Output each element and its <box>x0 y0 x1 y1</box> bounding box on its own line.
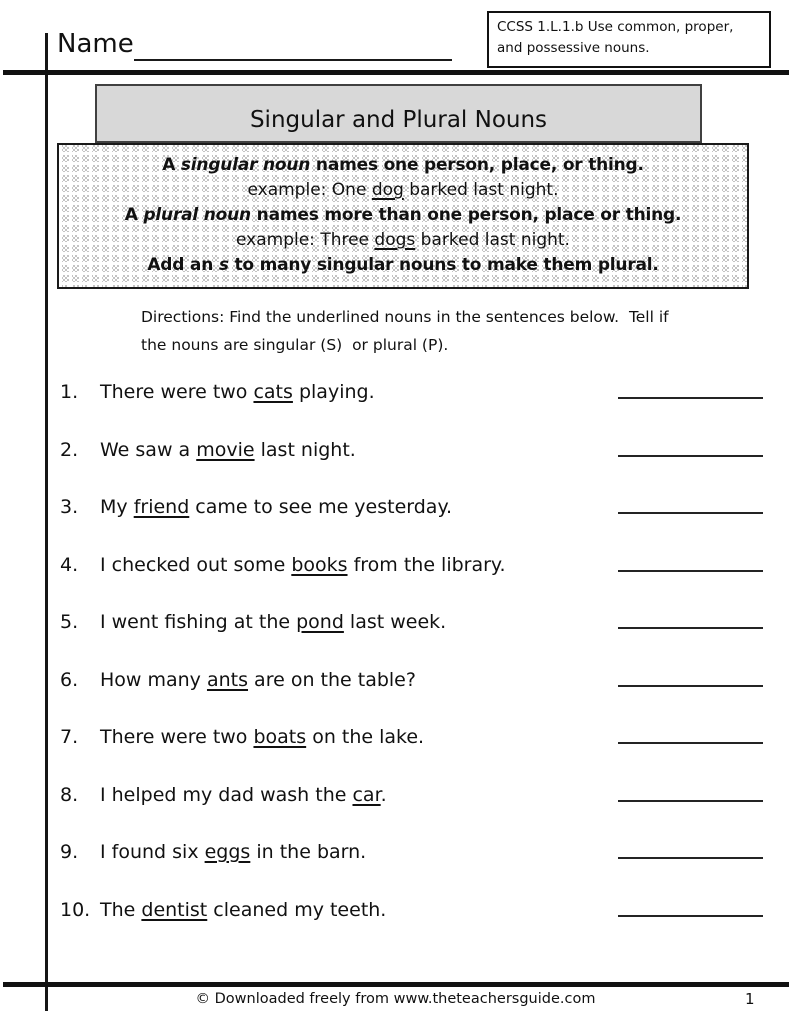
example-line-plural: example: Three dogs barked last night. <box>236 230 570 250</box>
example-line-singular: example: One dog barked last night. <box>247 180 559 200</box>
definition-line-plural: A plural noun names more than one person, place or thing. <box>124 205 682 225</box>
ccss-standard-text: CCSS 1.L.1.b Use common, proper, and possessive nouns. <box>497 19 734 56</box>
underlined-noun: pond <box>296 611 344 633</box>
underlined-noun: eggs <box>204 841 251 863</box>
sentence-row <box>0 898 791 956</box>
sentence-row <box>0 725 791 783</box>
answer-blank[interactable] <box>618 725 763 744</box>
sentence-text: There were two cats playing. <box>100 381 375 403</box>
definition-line-singular: A singular noun names one person, place, or thing. <box>162 155 644 175</box>
answer-blank[interactable] <box>618 438 763 457</box>
sentence-number: 5. <box>60 611 79 633</box>
sentence-row <box>0 840 791 898</box>
answer-blank[interactable] <box>618 898 763 917</box>
answer-blank[interactable] <box>618 840 763 859</box>
sentence-row <box>0 668 791 726</box>
sentence-text: I checked out some books from the library. <box>100 553 506 576</box>
sentence-row <box>0 380 791 438</box>
sentence-number: 4. <box>60 553 79 576</box>
sentence-text: We saw a movie last night. <box>100 438 356 461</box>
sentence-text: My friend came to see me yesterday. <box>100 496 453 518</box>
name-row <box>57 27 452 61</box>
ccss-standard-box <box>487 11 771 68</box>
underlined-noun: boats <box>253 726 307 748</box>
answer-blank[interactable] <box>618 553 763 572</box>
underlined-noun: dentist <box>141 898 208 921</box>
sentence-row <box>0 495 791 553</box>
underlined-noun: movie <box>196 438 255 461</box>
footer-credit: © Downloaded freely from www.theteachersguide.com <box>195 991 596 1007</box>
name-blank-line[interactable] <box>134 29 452 61</box>
footer-divider <box>3 982 789 987</box>
header-divider <box>3 70 789 75</box>
term-singular-noun: singular noun <box>180 155 311 175</box>
sentence-number: 8. <box>60 783 79 806</box>
underlined-noun: car <box>352 783 381 806</box>
page-number: 1 <box>745 990 755 1008</box>
example-word-dogs: dogs <box>374 230 416 250</box>
page-title: Singular and Plural Nouns <box>249 107 548 133</box>
answer-blank[interactable] <box>618 783 763 802</box>
sentence-text: How many ants are on the table? <box>100 668 416 691</box>
name-label: Name <box>57 29 134 59</box>
directions-text: Directions: Find the underlined nouns in the sentences below. Tell if the nouns are singular (S) or plural (P). <box>141 308 674 354</box>
example-word-dog: dog <box>371 180 404 200</box>
sentence-row <box>0 553 791 611</box>
sentence-text: The dentist cleaned my teeth. <box>100 898 387 921</box>
term-plural-noun: plural noun <box>143 205 251 225</box>
answer-blank[interactable] <box>618 495 763 514</box>
sentence-text: There were two boats on the lake. <box>100 726 425 748</box>
sentence-number: 3. <box>60 496 79 518</box>
sentence-number: 10. <box>60 898 91 921</box>
sentence-text: I went fishing at the pond last week. <box>100 611 447 633</box>
answer-blank[interactable] <box>618 380 763 399</box>
sentence-number: 6. <box>60 668 79 691</box>
sentence-number: 2. <box>60 438 79 461</box>
underlined-noun: books <box>291 553 348 576</box>
title-box <box>95 84 702 143</box>
definition-box <box>57 143 749 289</box>
underlined-noun: friend <box>133 496 190 518</box>
sentence-list <box>0 380 791 955</box>
term-s: s <box>218 255 229 275</box>
sentence-number: 7. <box>60 726 79 748</box>
sentence-row <box>0 610 791 668</box>
underlined-noun: cats <box>253 381 293 403</box>
definition-line-add-s: Add an s to many singular nouns to make them plural. <box>147 255 659 275</box>
sentence-number: 1. <box>60 381 79 403</box>
answer-blank[interactable] <box>618 610 763 629</box>
sentence-number: 9. <box>60 841 79 863</box>
sentence-text: I found six eggs in the barn. <box>100 841 367 863</box>
underlined-noun: ants <box>206 668 249 691</box>
sentence-text: I helped my dad wash the car. <box>100 783 387 806</box>
answer-blank[interactable] <box>618 668 763 687</box>
sentence-row <box>0 783 791 841</box>
sentence-row <box>0 438 791 496</box>
